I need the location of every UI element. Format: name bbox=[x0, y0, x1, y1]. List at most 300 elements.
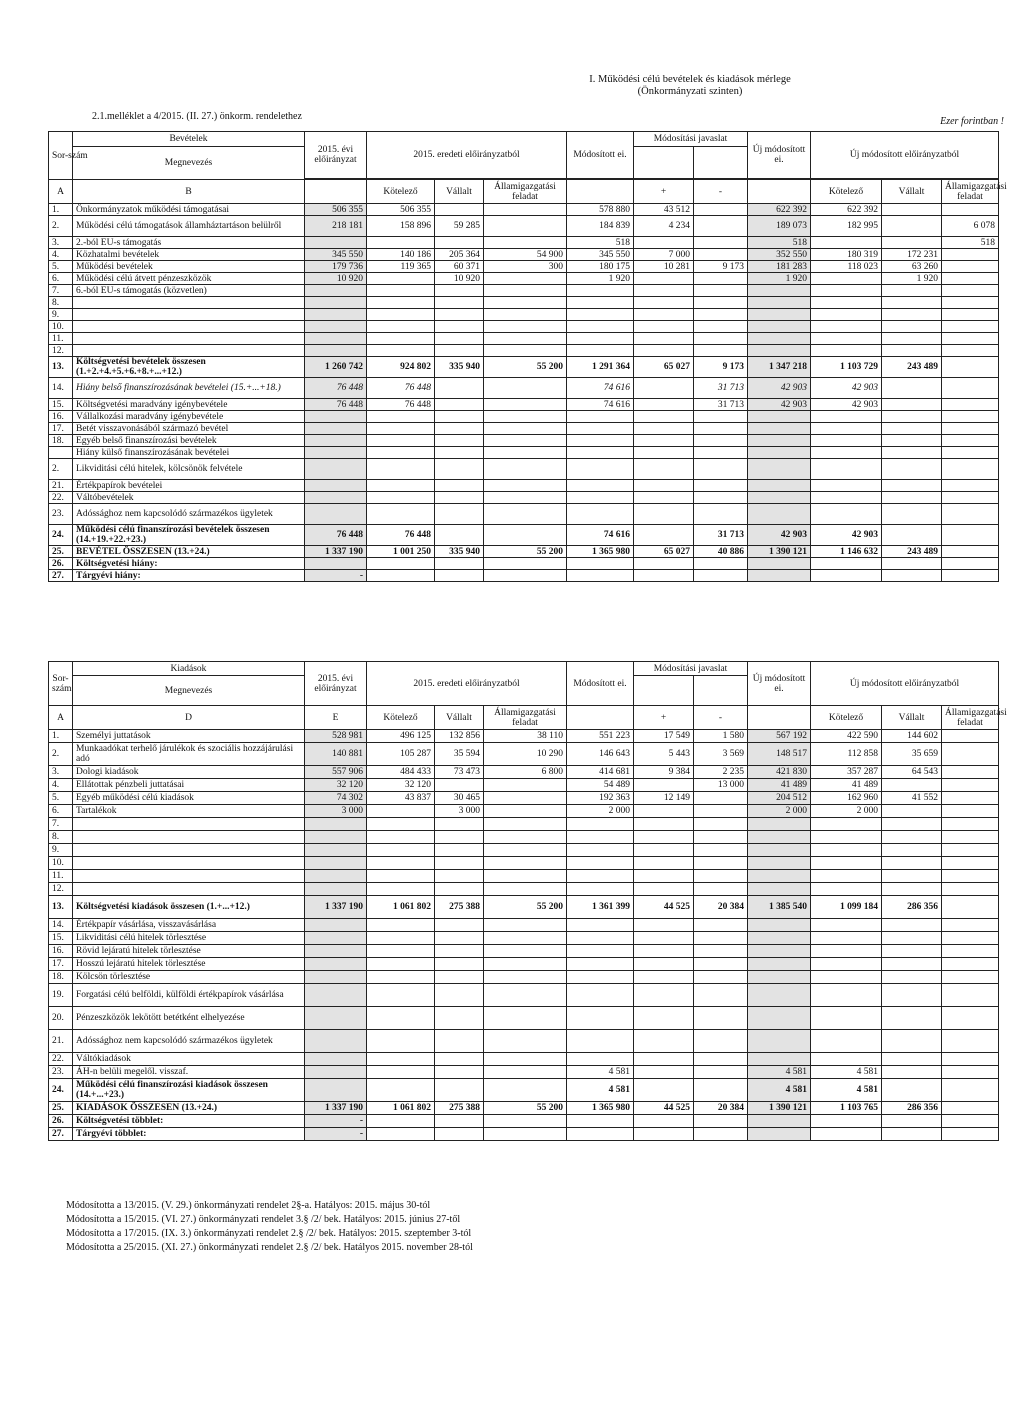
cell-uall bbox=[942, 932, 999, 945]
cell-all bbox=[484, 345, 567, 357]
cell-uj bbox=[748, 459, 811, 480]
row-number: 5. bbox=[49, 792, 73, 805]
cell-val: 10 920 bbox=[435, 273, 484, 285]
cell-kot bbox=[367, 237, 435, 249]
cell-mod: 1 920 bbox=[567, 273, 634, 285]
cell-all bbox=[484, 570, 567, 582]
col-a-label: A bbox=[49, 706, 73, 730]
row-number: 23. bbox=[49, 504, 73, 525]
cell-uall bbox=[942, 297, 999, 309]
cell-uall bbox=[942, 779, 999, 792]
cell-all bbox=[484, 204, 567, 216]
cell-val bbox=[435, 831, 484, 844]
row-label: Hosszú lejáratú hitelek törlesztése bbox=[73, 958, 305, 971]
cell-uj: 2 000 bbox=[748, 805, 811, 818]
cell-evi bbox=[305, 1053, 367, 1066]
cell-ukot bbox=[811, 237, 882, 249]
cell-all bbox=[484, 423, 567, 435]
cell-evi: 140 881 bbox=[305, 743, 367, 766]
cell-plus bbox=[634, 1066, 694, 1079]
cell-mod: 146 643 bbox=[567, 743, 634, 766]
row-label: Költségvetési hiány: bbox=[73, 558, 305, 570]
cell-ukot bbox=[811, 447, 882, 459]
table-row bbox=[49, 779, 999, 792]
cell-evi: 506 355 bbox=[305, 204, 367, 216]
cell-uval bbox=[882, 378, 942, 399]
cell-ukot: 1 103 765 bbox=[811, 1102, 882, 1115]
amendment-note: Módosította a 17/2015. (IX. 3.) önkormányzati rendelet 2.§ /2/ bek. Hatályos: 2015. szeptember 3-tól bbox=[66, 1228, 472, 1239]
cell-uall bbox=[942, 1079, 999, 1102]
cell-uval: 144 602 bbox=[882, 730, 942, 743]
cell-uall bbox=[942, 357, 999, 378]
cell-all bbox=[484, 844, 567, 857]
cell-minus: 31 713 bbox=[694, 399, 748, 411]
cell-evi: 10 920 bbox=[305, 273, 367, 285]
cell-val bbox=[435, 309, 484, 321]
cell-uall bbox=[942, 792, 999, 805]
cell-mod bbox=[567, 1030, 634, 1053]
cell-val bbox=[435, 378, 484, 399]
cell-ukot bbox=[811, 1115, 882, 1128]
cell-uj: 4 581 bbox=[748, 1066, 811, 1079]
cell-evi: 3 000 bbox=[305, 805, 367, 818]
col-d-label: D bbox=[73, 706, 305, 730]
cell-val bbox=[435, 883, 484, 896]
cell-plus bbox=[634, 237, 694, 249]
cell-uval bbox=[882, 321, 942, 333]
row-label: Adóssághoz nem kapcsolódó származékos ügyletek bbox=[73, 1030, 305, 1053]
cell-evi bbox=[305, 423, 367, 435]
cell-kot: 1 061 802 bbox=[367, 1102, 435, 1115]
cell-uval: 243 489 bbox=[882, 546, 942, 558]
row-label: Tárgyévi hiány: bbox=[73, 570, 305, 582]
row-number: 7. bbox=[49, 285, 73, 297]
cell-uall bbox=[942, 558, 999, 570]
cell-uj bbox=[748, 844, 811, 857]
cell-ukot bbox=[811, 297, 882, 309]
cell-evi bbox=[305, 984, 367, 1007]
cell-evi bbox=[305, 919, 367, 932]
row-label bbox=[73, 818, 305, 831]
table-row bbox=[49, 945, 999, 958]
cell-minus bbox=[694, 423, 748, 435]
row-number: 6. bbox=[49, 273, 73, 285]
cell-minus bbox=[694, 844, 748, 857]
cell-ukot bbox=[811, 818, 882, 831]
cell-evi bbox=[305, 321, 367, 333]
cell-all bbox=[484, 411, 567, 423]
cell-all bbox=[484, 285, 567, 297]
table-row bbox=[49, 1030, 999, 1053]
row-label: Rövid lejáratú hitelek törlesztése bbox=[73, 945, 305, 958]
cell-uall bbox=[942, 333, 999, 345]
cell-plus bbox=[634, 435, 694, 447]
table-row bbox=[49, 984, 999, 1007]
cell-mod bbox=[567, 919, 634, 932]
cell-uall bbox=[942, 1115, 999, 1128]
cell-minus bbox=[694, 1030, 748, 1053]
cell-uval bbox=[882, 1007, 942, 1030]
cell-ukot bbox=[811, 883, 882, 896]
section-title: Kiadások bbox=[73, 662, 305, 676]
cell-uall bbox=[942, 896, 999, 919]
cell-mod: 54 489 bbox=[567, 779, 634, 792]
row-number: 24. bbox=[49, 525, 73, 546]
table-row bbox=[49, 285, 999, 297]
megnevezes-header: Megnevezés bbox=[73, 676, 305, 706]
annex-reference: 2.1.melléklet a 4/2015. (II. 27.) önkorm. rendelethez bbox=[92, 111, 302, 122]
cell-plus bbox=[634, 423, 694, 435]
cell-minus bbox=[694, 216, 748, 237]
cell-mod: 1 291 364 bbox=[567, 357, 634, 378]
cell-val: 132 856 bbox=[435, 730, 484, 743]
cell-uall bbox=[942, 1053, 999, 1066]
cell-mod bbox=[567, 447, 634, 459]
cell-all bbox=[484, 435, 567, 447]
cell-ukot: 112 858 bbox=[811, 743, 882, 766]
cell-uval bbox=[882, 309, 942, 321]
cell-kot bbox=[367, 1079, 435, 1102]
cell-plus bbox=[634, 411, 694, 423]
cell-all bbox=[484, 504, 567, 525]
title-line-1: I. Működési célú bevételek és kiadások mérlege bbox=[589, 74, 791, 85]
cell-ukot: 422 590 bbox=[811, 730, 882, 743]
cell-evi bbox=[305, 285, 367, 297]
cell-all bbox=[484, 805, 567, 818]
cell-val bbox=[435, 919, 484, 932]
cell-val: 335 940 bbox=[435, 546, 484, 558]
cell-minus bbox=[694, 919, 748, 932]
cell-plus bbox=[634, 558, 694, 570]
expense-table bbox=[48, 661, 1007, 1141]
col-allam-header: Államigazgatási feladat bbox=[484, 180, 567, 204]
cell-plus bbox=[634, 333, 694, 345]
cell-uval bbox=[882, 447, 942, 459]
cell-uj: 41 489 bbox=[748, 779, 811, 792]
cell-uval bbox=[882, 1066, 942, 1079]
javaslat-spacer-plus bbox=[634, 147, 694, 179]
cell-kot bbox=[367, 297, 435, 309]
cell-plus bbox=[634, 870, 694, 883]
cell-uj bbox=[748, 831, 811, 844]
cell-all: 54 900 bbox=[484, 249, 567, 261]
cell-plus bbox=[634, 399, 694, 411]
cell-uj: 1 390 121 bbox=[748, 546, 811, 558]
row-label: Likviditási célú hitelek törlesztése bbox=[73, 932, 305, 945]
cell-val bbox=[435, 1030, 484, 1053]
row-number: 4. bbox=[49, 249, 73, 261]
col-uj-header: Új módosított ei. bbox=[748, 132, 811, 179]
cell-all bbox=[484, 237, 567, 249]
cell-kot: 484 433 bbox=[367, 766, 435, 779]
cell-uval bbox=[882, 411, 942, 423]
cell-uj bbox=[748, 870, 811, 883]
row-number: 15. bbox=[49, 932, 73, 945]
cell-uj bbox=[748, 333, 811, 345]
cell-mod bbox=[567, 297, 634, 309]
cell-kot bbox=[367, 273, 435, 285]
cell-minus bbox=[694, 984, 748, 1007]
cell-val bbox=[435, 492, 484, 504]
sorszam-header: Sor-szám bbox=[49, 662, 73, 706]
cell-uall bbox=[942, 766, 999, 779]
cell-ukot bbox=[811, 870, 882, 883]
cell-mod: 345 550 bbox=[567, 249, 634, 261]
row-label: Személyi juttatások bbox=[73, 730, 305, 743]
col-evi-header: 2015. évi előirányzat bbox=[305, 662, 367, 706]
cell-uval: 1 920 bbox=[882, 273, 942, 285]
cell-uval bbox=[882, 779, 942, 792]
cell-uall bbox=[942, 1128, 999, 1141]
cell-plus bbox=[634, 1079, 694, 1102]
cell-ukot: 1 146 632 bbox=[811, 546, 882, 558]
row-number: 6. bbox=[49, 805, 73, 818]
table-row bbox=[49, 558, 999, 570]
cell-plus bbox=[634, 844, 694, 857]
cell-minus: 31 713 bbox=[694, 378, 748, 399]
cell-all bbox=[484, 1053, 567, 1066]
cell-plus: 17 549 bbox=[634, 730, 694, 743]
cell-all bbox=[484, 945, 567, 958]
cell-minus bbox=[694, 480, 748, 492]
row-number: 26. bbox=[49, 558, 73, 570]
revenue-table bbox=[48, 131, 1007, 582]
cell-minus bbox=[694, 285, 748, 297]
table-row bbox=[49, 1066, 999, 1079]
cell-plus: 7 000 bbox=[634, 249, 694, 261]
cell-uall bbox=[942, 984, 999, 1007]
cell-kot bbox=[367, 1128, 435, 1141]
cell-plus bbox=[634, 831, 694, 844]
cell-all: 38 110 bbox=[484, 730, 567, 743]
cell-evi bbox=[305, 818, 367, 831]
cell-uval bbox=[882, 570, 942, 582]
cell-kot bbox=[367, 1066, 435, 1079]
cell-mod bbox=[567, 831, 634, 844]
cell-uj bbox=[748, 321, 811, 333]
cell-ukot bbox=[811, 309, 882, 321]
cell-all bbox=[484, 919, 567, 932]
cell-evi: 179 736 bbox=[305, 261, 367, 273]
cell-uall bbox=[942, 883, 999, 896]
cell-uall bbox=[942, 1102, 999, 1115]
cell-kot bbox=[367, 480, 435, 492]
row-label: Tartalékok bbox=[73, 805, 305, 818]
cell-kot bbox=[367, 818, 435, 831]
cell-uall bbox=[942, 1030, 999, 1053]
cell-val bbox=[435, 945, 484, 958]
row-label bbox=[73, 844, 305, 857]
cell-plus bbox=[634, 378, 694, 399]
cell-uval: 243 489 bbox=[882, 357, 942, 378]
cell-kot bbox=[367, 1007, 435, 1030]
cell-evi bbox=[305, 447, 367, 459]
cell-ukot: 622 392 bbox=[811, 204, 882, 216]
table-row bbox=[49, 435, 999, 447]
cell-uall bbox=[942, 919, 999, 932]
cell-ukot: 4 581 bbox=[811, 1079, 882, 1102]
col-ukot-header: Kötelező bbox=[811, 180, 882, 204]
row-label: Működési célú finanszírozási bevételek összesen (14.+19.+22.+23.) bbox=[73, 525, 305, 546]
cell-uval bbox=[882, 932, 942, 945]
table-row bbox=[49, 504, 999, 525]
cell-uall bbox=[942, 504, 999, 525]
cell-minus bbox=[694, 883, 748, 896]
cell-minus bbox=[694, 558, 748, 570]
cell-evi: 1 337 190 bbox=[305, 546, 367, 558]
cell-ukot bbox=[811, 435, 882, 447]
cell-uval bbox=[882, 435, 942, 447]
cell-mod bbox=[567, 844, 634, 857]
cell-plus bbox=[634, 945, 694, 958]
cell-mod: 74 616 bbox=[567, 399, 634, 411]
row-label: Hiány belső finanszírozásának bevételei (15.+...+18.) bbox=[73, 378, 305, 399]
amendment-notes bbox=[66, 1199, 473, 1255]
cell-kot bbox=[367, 321, 435, 333]
cell-plus bbox=[634, 932, 694, 945]
col-vallalt-header: Vállalt bbox=[435, 706, 484, 730]
cell-val: 60 371 bbox=[435, 261, 484, 273]
cell-kot bbox=[367, 309, 435, 321]
cell-plus: 44 525 bbox=[634, 1102, 694, 1115]
row-label bbox=[73, 333, 305, 345]
cell-uval bbox=[882, 525, 942, 546]
cell-all: 10 290 bbox=[484, 743, 567, 766]
cell-evi bbox=[305, 435, 367, 447]
cell-mod bbox=[567, 1053, 634, 1066]
row-number: 27. bbox=[49, 1128, 73, 1141]
cell-kot bbox=[367, 333, 435, 345]
cell-evi: 557 906 bbox=[305, 766, 367, 779]
cell-uj bbox=[748, 1030, 811, 1053]
cell-val bbox=[435, 558, 484, 570]
cell-minus bbox=[694, 459, 748, 480]
col-mod-blank bbox=[567, 180, 634, 204]
cell-uval: 63 260 bbox=[882, 261, 942, 273]
cell-plus bbox=[634, 285, 694, 297]
col-vallalt-header: Vállalt bbox=[435, 180, 484, 204]
cell-minus: 3 569 bbox=[694, 743, 748, 766]
cell-uval bbox=[882, 423, 942, 435]
table-row bbox=[49, 411, 999, 423]
cell-uall bbox=[942, 249, 999, 261]
row-label bbox=[73, 831, 305, 844]
cell-all bbox=[484, 932, 567, 945]
cell-evi: 1 337 190 bbox=[305, 896, 367, 919]
amendment-note: Módosította a 13/2015. (V. 29.) önkormányzati rendelet 2§-a. Hatályos: 2015. május 30-tól bbox=[66, 1200, 431, 1211]
cell-uj bbox=[748, 1115, 811, 1128]
cell-mod bbox=[567, 971, 634, 984]
table-row bbox=[49, 309, 999, 321]
cell-kot bbox=[367, 459, 435, 480]
col-b-label: B bbox=[73, 180, 305, 204]
cell-val bbox=[435, 818, 484, 831]
col-kotelezo-header: Kötelező bbox=[367, 180, 435, 204]
cell-val bbox=[435, 297, 484, 309]
cell-minus bbox=[694, 1115, 748, 1128]
cell-uval bbox=[882, 984, 942, 1007]
cell-all bbox=[484, 480, 567, 492]
table-row bbox=[49, 492, 999, 504]
cell-ukot: 4 581 bbox=[811, 1066, 882, 1079]
row-number: 20. bbox=[49, 1007, 73, 1030]
cell-evi bbox=[305, 831, 367, 844]
cell-evi bbox=[305, 844, 367, 857]
cell-minus: 9 173 bbox=[694, 357, 748, 378]
amendment-note: Módosította a 15/2015. (VI. 27.) önkormányzati rendelet 3.§ /2/ bek. Hatályos: 2015. június 27-től bbox=[66, 1214, 461, 1225]
cell-plus: 10 281 bbox=[634, 261, 694, 273]
cell-uj: 1 347 218 bbox=[748, 357, 811, 378]
cell-uall bbox=[942, 411, 999, 423]
cell-ukot bbox=[811, 919, 882, 932]
cell-mod bbox=[567, 459, 634, 480]
cell-minus bbox=[694, 297, 748, 309]
table-row bbox=[49, 1115, 999, 1128]
cell-mod bbox=[567, 945, 634, 958]
cell-kot: 1 001 250 bbox=[367, 546, 435, 558]
cell-minus bbox=[694, 818, 748, 831]
cell-plus bbox=[634, 504, 694, 525]
table-row bbox=[49, 399, 999, 411]
cell-uall bbox=[942, 870, 999, 883]
row-label: Váltókiadások bbox=[73, 1053, 305, 1066]
amendment-note: Módosította a 25/2015. (XI. 27.) önkormányzati rendelet 2.§ /2/ bek. Hatályos 2015. november 28-tól bbox=[66, 1242, 473, 1253]
cell-evi: 32 120 bbox=[305, 779, 367, 792]
table-row bbox=[49, 261, 999, 273]
cell-mod bbox=[567, 558, 634, 570]
cell-uall bbox=[942, 399, 999, 411]
cell-mod bbox=[567, 321, 634, 333]
cell-uall bbox=[942, 958, 999, 971]
cell-plus bbox=[634, 919, 694, 932]
col-javaslat-header: Módosítási javaslat bbox=[634, 132, 748, 147]
cell-mod: 4 581 bbox=[567, 1079, 634, 1102]
cell-mod: 1 361 399 bbox=[567, 896, 634, 919]
row-number: 9. bbox=[49, 844, 73, 857]
row-number: 2. bbox=[49, 459, 73, 480]
row-label: 2.-ból EU-s támogatás bbox=[73, 237, 305, 249]
cell-val bbox=[435, 237, 484, 249]
row-number: 11. bbox=[49, 870, 73, 883]
cell-plus bbox=[634, 883, 694, 896]
cell-kot bbox=[367, 958, 435, 971]
cell-ukot: 1 099 184 bbox=[811, 896, 882, 919]
cell-uall bbox=[942, 309, 999, 321]
cell-val bbox=[435, 333, 484, 345]
cell-plus bbox=[634, 459, 694, 480]
cell-minus: 9 173 bbox=[694, 261, 748, 273]
cell-mod bbox=[567, 492, 634, 504]
cell-evi bbox=[305, 480, 367, 492]
cell-uval bbox=[882, 1128, 942, 1141]
table-row bbox=[49, 216, 999, 237]
cell-val: 275 388 bbox=[435, 896, 484, 919]
cell-ukot: 357 287 bbox=[811, 766, 882, 779]
cell-uj: 4 581 bbox=[748, 1079, 811, 1102]
cell-plus bbox=[634, 447, 694, 459]
row-number: 1. bbox=[49, 204, 73, 216]
cell-uj: 42 903 bbox=[748, 399, 811, 411]
cell-kot bbox=[367, 1053, 435, 1066]
cell-uval: 64 543 bbox=[882, 766, 942, 779]
cell-uj bbox=[748, 297, 811, 309]
cell-evi: 345 550 bbox=[305, 249, 367, 261]
cell-uj bbox=[748, 411, 811, 423]
cell-minus bbox=[694, 932, 748, 945]
cell-uj bbox=[748, 447, 811, 459]
row-label: 6.-ból EU-s támogatás (közvetlen) bbox=[73, 285, 305, 297]
cell-val: 3 000 bbox=[435, 805, 484, 818]
